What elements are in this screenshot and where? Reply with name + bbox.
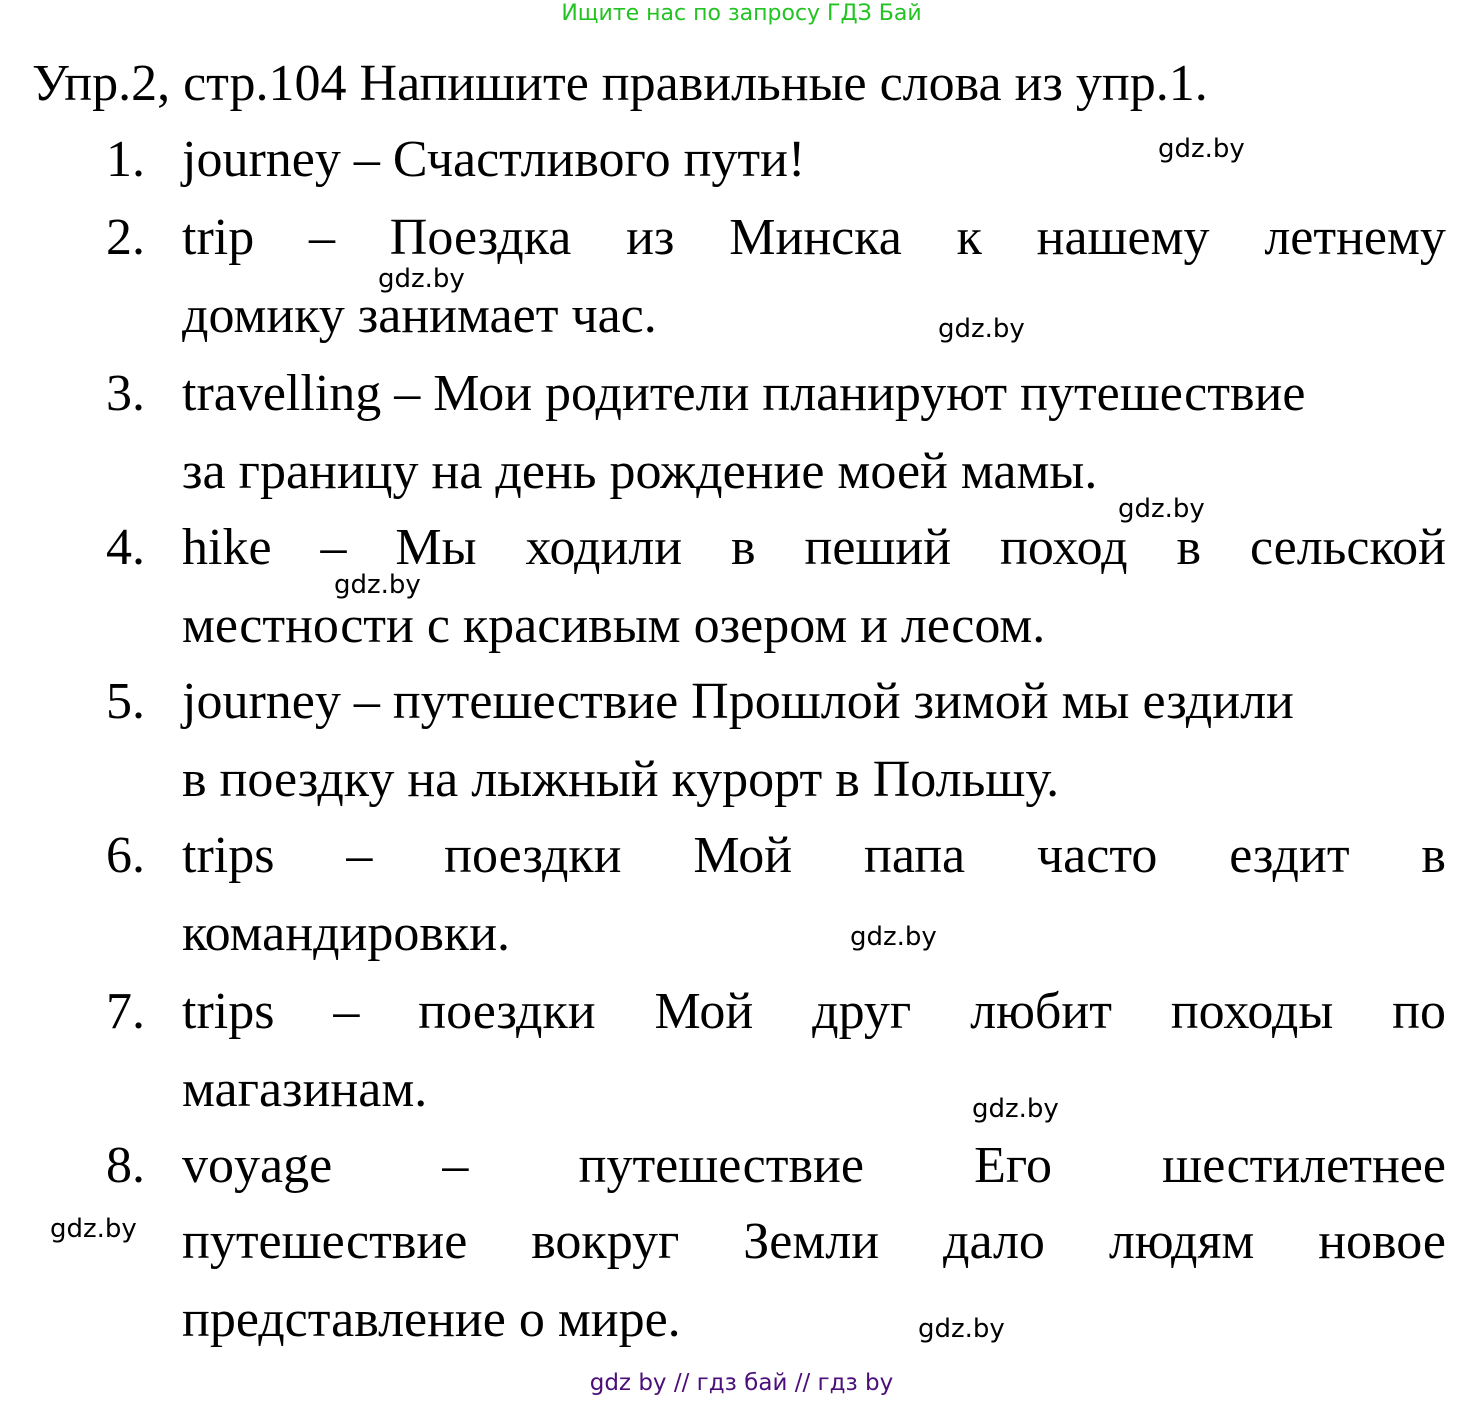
word: trip <box>182 209 255 266</box>
word: путешествие <box>182 1213 468 1270</box>
word: летнему <box>1264 209 1446 266</box>
item-text-justified <box>182 824 1446 888</box>
item-text: командировки. <box>182 905 511 962</box>
item-number: 6. <box>106 827 145 884</box>
word: hike <box>182 519 272 576</box>
item-text-justified <box>182 206 1446 270</box>
word: ездит <box>1229 827 1350 884</box>
word: новое <box>1318 1213 1446 1270</box>
item-text: journey – Счастливого пути! <box>182 131 806 188</box>
watermark: gdz.by <box>50 1214 137 1244</box>
word: – <box>309 209 335 266</box>
watermark: gdz.by <box>1118 494 1205 524</box>
item-number: 8. <box>106 1137 145 1194</box>
watermark: gdz.by <box>938 314 1025 344</box>
word: ходили <box>525 519 683 576</box>
item-text: домику занимает час. <box>182 287 657 344</box>
word: voyage <box>182 1137 333 1194</box>
exercise-title: Упр.2, стр.104 Напишите правильные слова из упр.1. <box>32 55 1208 112</box>
item-text: магазинам. <box>182 1061 428 1118</box>
word: к <box>956 209 982 266</box>
word: людям <box>1108 1213 1255 1270</box>
word: – <box>320 519 347 576</box>
item-text: за границу на день рождение моей мамы. <box>182 443 1098 500</box>
item-text: journey – путешествие Прошлой зимой мы ездили <box>182 673 1294 730</box>
word: пеший <box>804 519 952 576</box>
word: в <box>731 519 756 576</box>
word: Мой <box>693 827 793 884</box>
word: Земли <box>743 1213 880 1270</box>
word: по <box>1392 983 1446 1040</box>
word: друг <box>812 983 912 1040</box>
item-text-justified <box>182 980 1446 1044</box>
word: сельской <box>1249 519 1446 576</box>
item-number: 7. <box>106 983 145 1040</box>
word: дало <box>942 1213 1045 1270</box>
word: Поездка <box>389 209 572 266</box>
word: любит <box>970 983 1112 1040</box>
item-text-justified <box>182 1210 1446 1274</box>
word: шестилетнее <box>1162 1137 1446 1194</box>
search-hint-banner: Ищите нас по запросу ГДЗ Бай <box>561 1 922 26</box>
word: походы <box>1170 983 1334 1040</box>
word: Мой <box>654 983 754 1040</box>
item-number: 1. <box>106 131 145 188</box>
word: путешествие <box>578 1137 864 1194</box>
word: trips <box>182 827 275 884</box>
word: Мы <box>395 519 477 576</box>
word: – <box>333 983 360 1040</box>
watermark: gdz.by <box>334 570 421 600</box>
word: из <box>626 209 675 266</box>
item-text: в поездку на лыжный курорт в Польшу. <box>182 751 1060 808</box>
word: папа <box>864 827 966 884</box>
word: в <box>1176 519 1202 576</box>
word: Его <box>974 1137 1052 1194</box>
item-number: 5. <box>106 673 145 730</box>
watermark: gdz.by <box>972 1094 1059 1124</box>
item-number: 3. <box>106 365 145 422</box>
word: поездки <box>418 983 596 1040</box>
word: Минска <box>729 209 902 266</box>
word: вокруг <box>531 1213 680 1270</box>
word: часто <box>1037 827 1158 884</box>
word: – <box>442 1137 469 1194</box>
word: – <box>346 827 373 884</box>
word: поездки <box>444 827 622 884</box>
footer-links: gdz by // гдз бай // гдз by <box>589 1370 894 1396</box>
watermark: gdz.by <box>378 264 465 294</box>
word: trips <box>182 983 275 1040</box>
watermark: gdz.by <box>918 1314 1005 1344</box>
item-number: 4. <box>106 519 145 576</box>
item-text: travelling – Мои родители планируют путешествие <box>182 365 1306 422</box>
word: поход <box>1000 519 1128 576</box>
item-text-justified <box>182 1134 1446 1198</box>
item-text: местности с красивым озером и лесом. <box>182 597 1046 654</box>
word: нашему <box>1036 209 1210 266</box>
watermark: gdz.by <box>850 922 937 952</box>
watermark: gdz.by <box>1158 134 1245 164</box>
item-text: представление о мире. <box>182 1291 681 1348</box>
word: в <box>1421 827 1446 884</box>
item-number: 2. <box>106 209 145 266</box>
